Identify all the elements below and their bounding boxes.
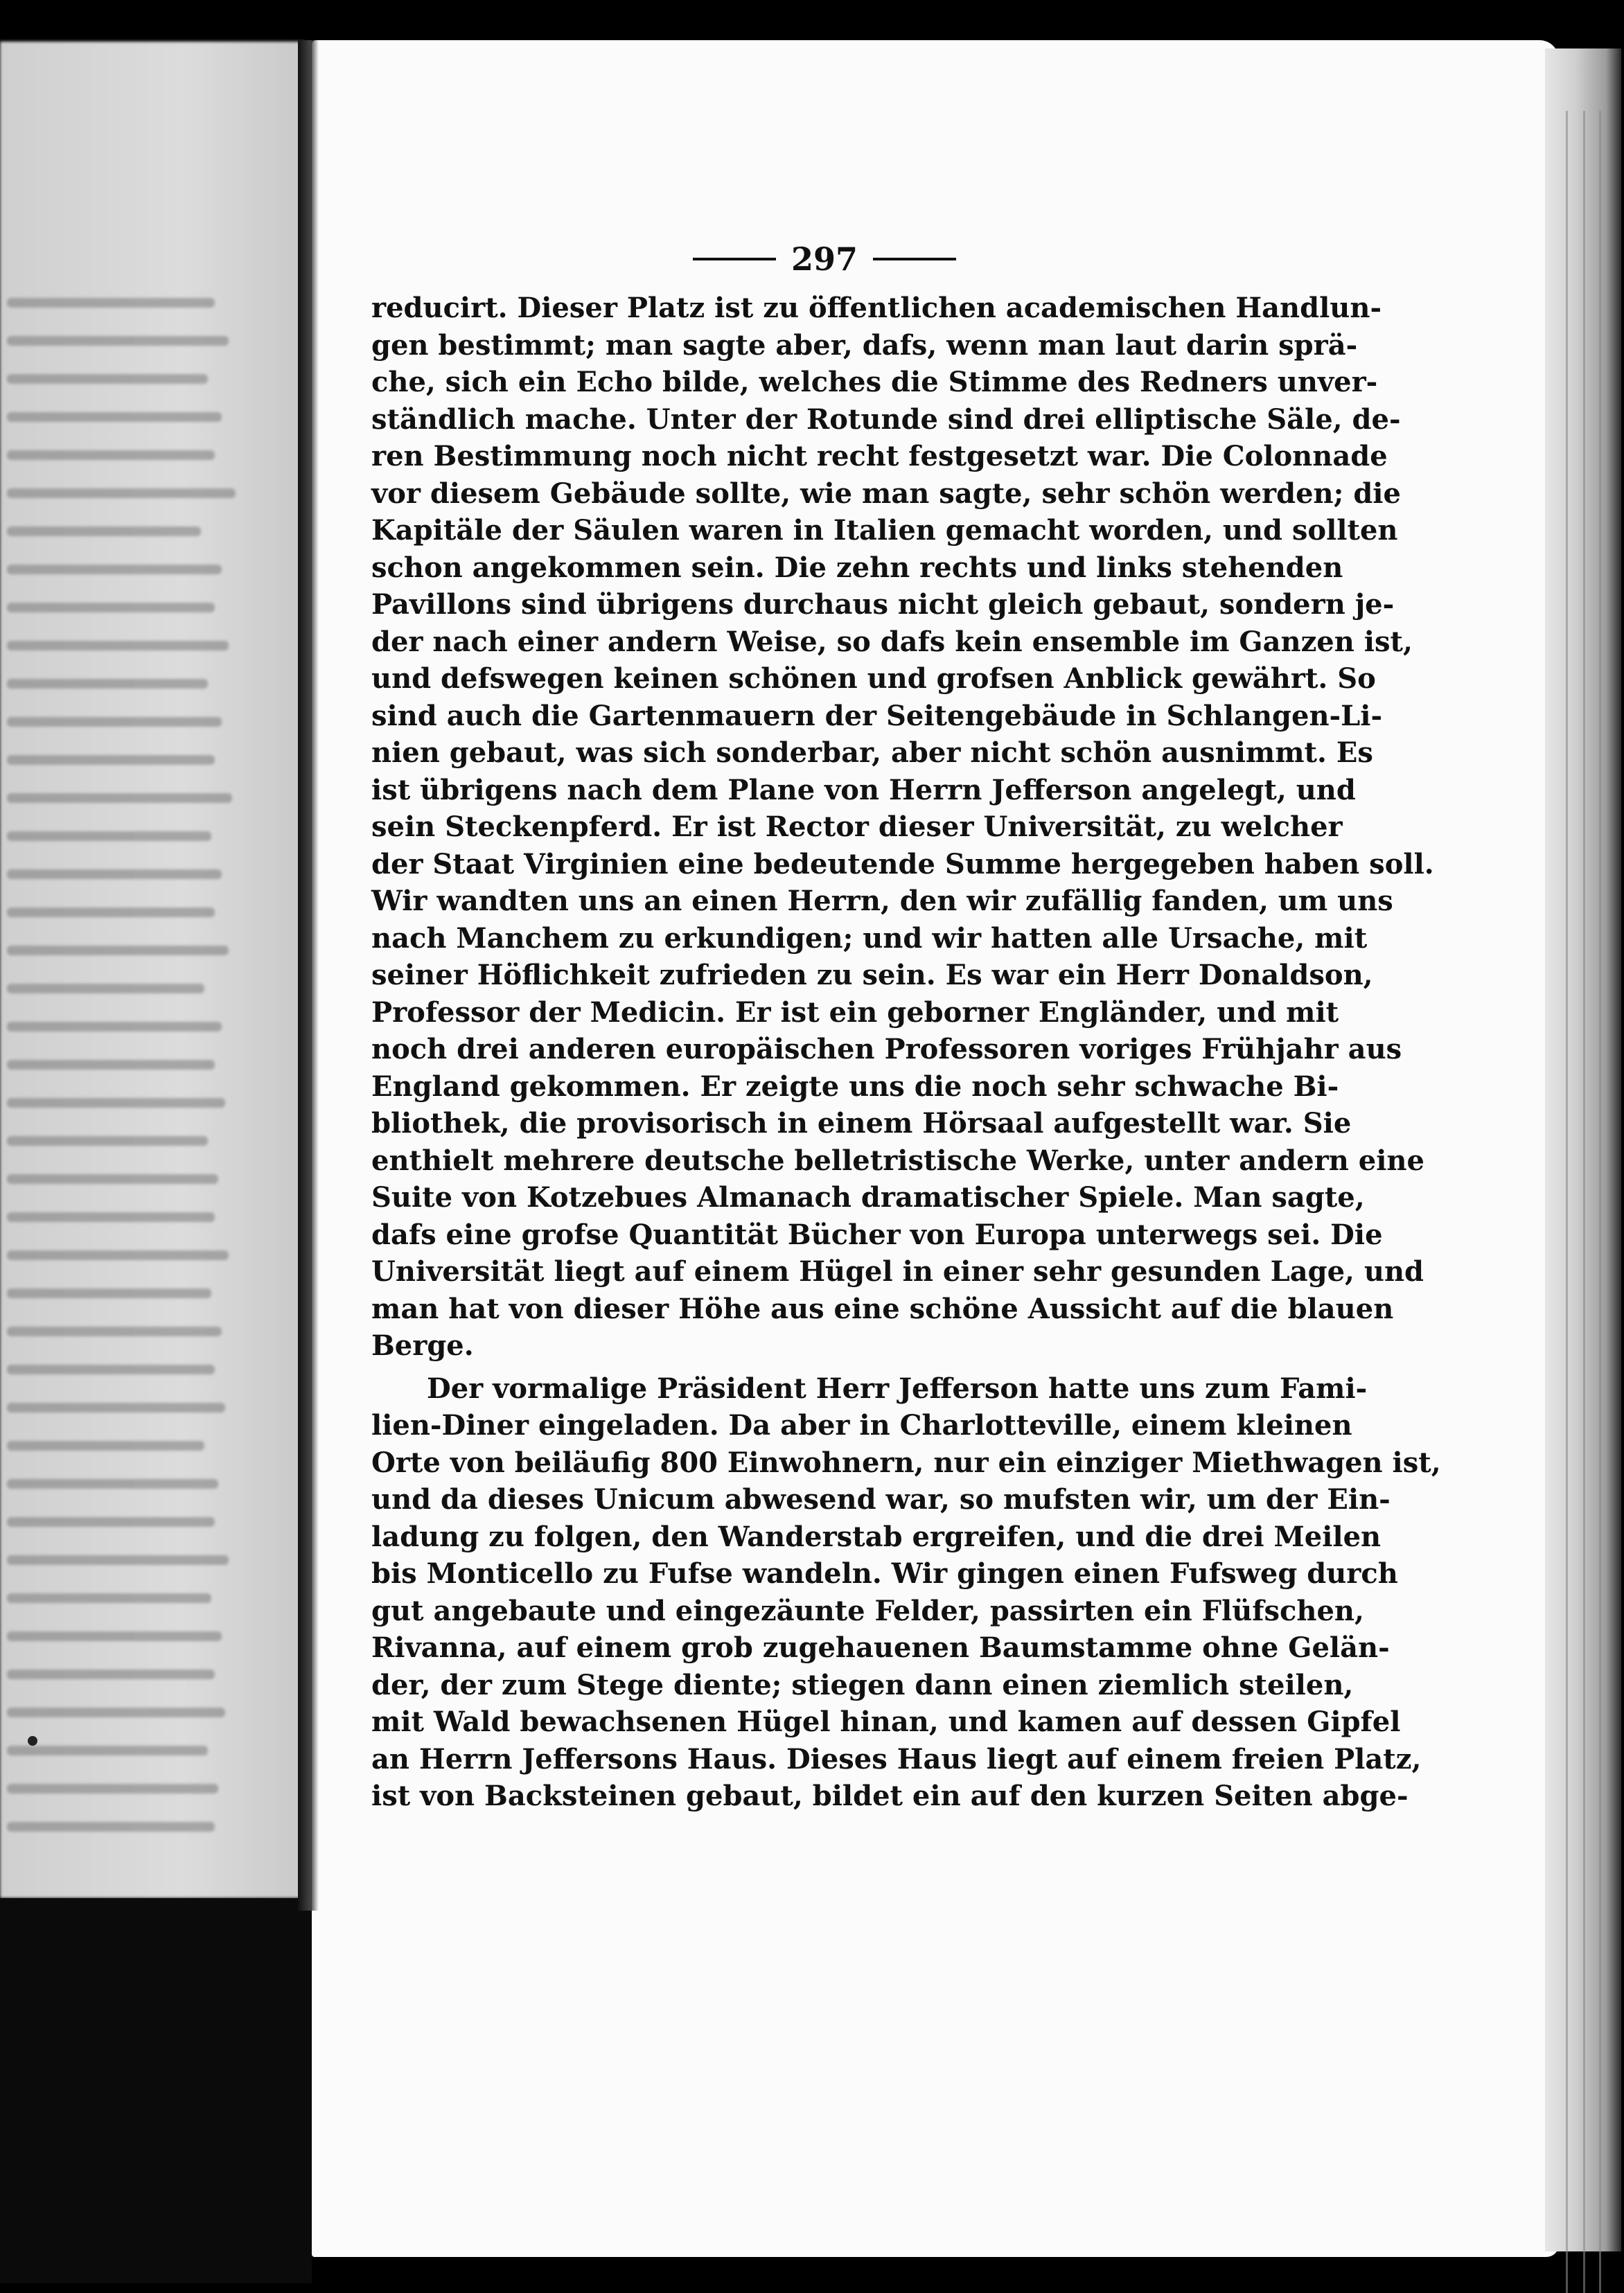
text-line: Berge. <box>371 1329 474 1362</box>
text-line: vor diesem Gebäude sollte, wie man sagte, sehr schön werden; die <box>371 477 1401 510</box>
text-line: nach Manchem zu erkundigen; und wir hatten alle Ursache, mit <box>371 921 1368 955</box>
text-line: che, sich ein Echo bilde, welches die Stimme des Redners unver- <box>371 366 1378 398</box>
text-line: ist von Backsteinen gebaut, bildet ein auf den kurzen Seiten abge- <box>371 1780 1409 1812</box>
text-line: schon angekommen sein. Die zehn rechts und links stehenden <box>371 551 1343 584</box>
text-line: Wir wandten uns an einen Herrn, den wir zufällig fanden, um uns <box>371 885 1393 917</box>
margin-dot <box>28 1736 37 1746</box>
paragraph-start-line: Der vormalige Präsident Herr Jefferson hatte uns zum Fami- <box>427 1372 1368 1405</box>
text-line: Orte von beiläufig 800 Einwohnern, nur ein einziger Miethwagen ist, <box>371 1446 1441 1479</box>
text-line: sein Steckenpferd. Er ist Rector dieser Universität, zu welcher <box>371 811 1343 843</box>
text-line: an Herrn Jeffersons Haus. Dieses Haus liegt auf einem freien Platz, <box>371 1742 1422 1776</box>
text-line: lien-Diner eingeladen. Da aber in Charlotteville, einem kleinen <box>371 1409 1352 1442</box>
text-line: und defswegen keinen schönen und grofsen Anblick gewährt. So <box>371 662 1376 695</box>
text-line: ladung zu folgen, den Wanderstab ergreifen, und die drei Meilen <box>371 1520 1382 1553</box>
page-edges <box>1545 48 1621 2251</box>
text-line: enthielt mehrere deutsche belletristische Werke, unter andern eine <box>371 1144 1424 1177</box>
text-line: Pavillons sind übrigens durchaus nicht gleich gebaut, sondern je- <box>371 588 1395 621</box>
gutter-shadow <box>0 1898 312 2283</box>
text-line: man hat von dieser Höhe aus eine schöne Aussicht auf die blauen <box>371 1292 1394 1325</box>
text-line: nien gebaut, was sich sonderbar, aber nicht schön ausnimmt. Es <box>371 736 1373 769</box>
page-header <box>686 238 963 280</box>
text-line: der nach einer andern Weise, so dafs kein ensemble im Ganzen ist, <box>371 625 1413 658</box>
text-line: ständlich mache. Unter der Rotunde sind drei elliptische Säle, de- <box>371 402 1401 436</box>
text-line: Professor der Medicin. Er ist ein geborner Engländer, und mit <box>371 995 1339 1029</box>
text-line: England gekommen. Er zeigte uns die noch sehr schwache Bi- <box>371 1070 1339 1103</box>
text-line: mit Wald bewachsenen Hügel hinan, und kamen auf dessen Gipfel <box>371 1706 1401 1738</box>
text-line: sind auch die Gartenmauern der Seitengebäude in Schlangen-Li- <box>371 699 1383 732</box>
text-line: reducirt. Dieser Platz ist zu öffentlichen academischen Handlun- <box>371 292 1382 324</box>
page-fold-shadow <box>298 40 319 1911</box>
text-line: gut angebaute und eingezäunte Felder, passirten ein Flüfschen, <box>371 1594 1364 1627</box>
text-line: Kapitäle der Säulen waren in Italien gemacht worden, und sollten <box>371 514 1398 547</box>
text-line: noch drei anderen europäischen Professoren voriges Frühjahr aus <box>371 1033 1402 1065</box>
text-line: seiner Höflichkeit zufrieden zu sein. Es war ein Herr Donaldson, <box>371 959 1373 991</box>
text-line: der, der zum Stege diente; stiegen dann einen ziemlich steilen, <box>371 1668 1354 1701</box>
body-text <box>371 290 1441 1815</box>
text-line: Rivanna, auf einem grob zugehauenen Baumstamme ohne Gelän- <box>371 1631 1390 1664</box>
text-line: Universität liegt auf einem Hügel in einer sehr gesunden Lage, und <box>371 1255 1424 1288</box>
text-line: ist übrigens nach dem Plane von Herrn Jefferson angelegt, und <box>371 773 1356 806</box>
page-number: 297 <box>791 240 858 278</box>
text-line: bis Monticello zu Fufse wandeln. Wir gingen einen Fufsweg durch <box>371 1557 1398 1590</box>
header-rule-right <box>873 258 956 260</box>
text-line: dafs eine grofse Quantität Bücher von Europa unterwegs sei. Die <box>371 1218 1383 1251</box>
text-line: bliothek, die provisorisch in einem Hörsaal aufgestellt war. Sie <box>371 1107 1352 1140</box>
facing-page-blurred <box>0 42 305 1898</box>
header-rule-left <box>693 258 776 260</box>
text-line: gen bestimmt; man sagte aber, dafs, wenn man laut darin sprä- <box>371 328 1358 362</box>
text-line: Suite von Kotzebues Almanach dramatischer Spiele. Man sagte, <box>371 1181 1365 1214</box>
text-line: und da dieses Unicum abwesend war, so mufsten wir, um der Ein- <box>371 1483 1391 1516</box>
text-line: ren Bestimmung noch nicht recht festgesetzt war. Die Colonnade <box>371 440 1388 472</box>
text-line: der Staat Virginien eine bedeutende Summe hergegeben haben soll. <box>371 847 1434 880</box>
